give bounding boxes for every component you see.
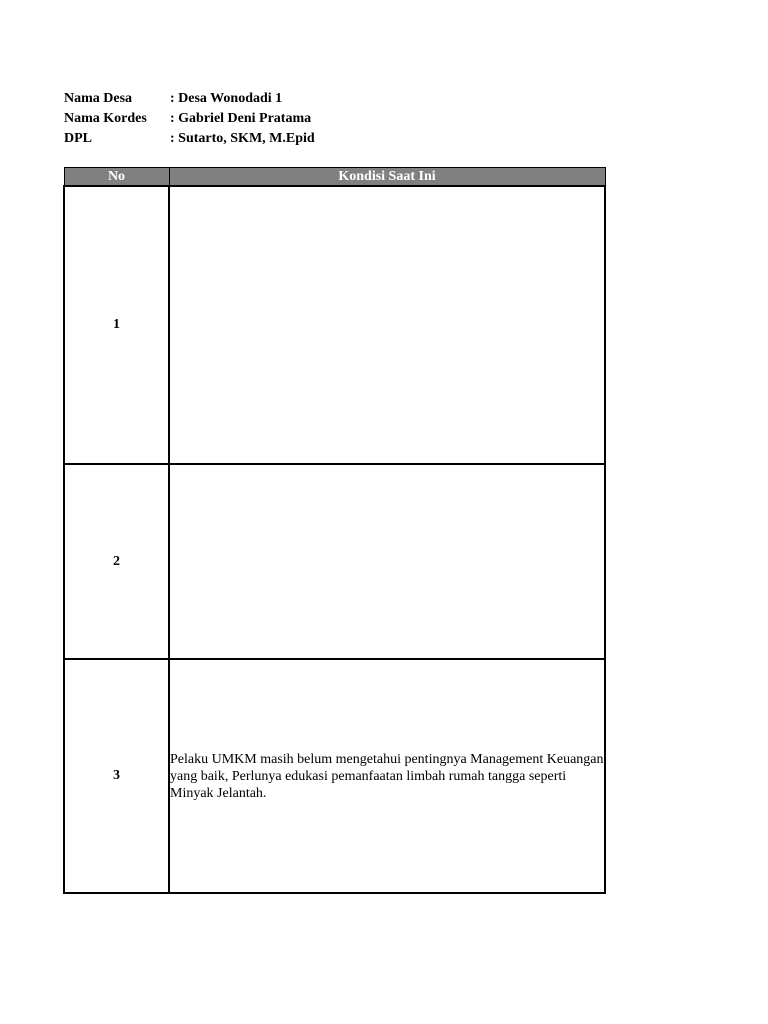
table-row xyxy=(64,186,605,464)
supervisor-value: : Sutarto, SKM, M.Epid xyxy=(170,131,315,146)
column-header-no: No xyxy=(64,168,169,187)
supervisor-label: DPL xyxy=(64,131,92,146)
row-number: 3 xyxy=(64,659,169,893)
village-value: : Desa Wonodadi 1 xyxy=(170,91,283,106)
condition-table xyxy=(63,167,606,894)
row-number: 1 xyxy=(64,186,169,464)
table-header-row xyxy=(64,168,605,187)
table-row xyxy=(64,659,605,893)
condition-cell xyxy=(169,464,605,659)
coordinator-value: : Gabriel Deni Pratama xyxy=(170,111,312,126)
table-row xyxy=(64,464,605,659)
condition-cell xyxy=(169,186,605,464)
condition-cell: Pelaku UMKM masih belum mengetahui pentingnya Management Keuangan yang baik, Perlunya edukasi pemanfaatan limbah rumah tangga seperti Minyak Jelantah. xyxy=(169,659,605,893)
column-header-condition: Kondisi Saat Ini xyxy=(169,168,605,187)
row-number: 2 xyxy=(64,464,169,659)
coordinator-label: Nama Kordes xyxy=(64,111,147,126)
village-label: Nama Desa xyxy=(64,91,133,106)
